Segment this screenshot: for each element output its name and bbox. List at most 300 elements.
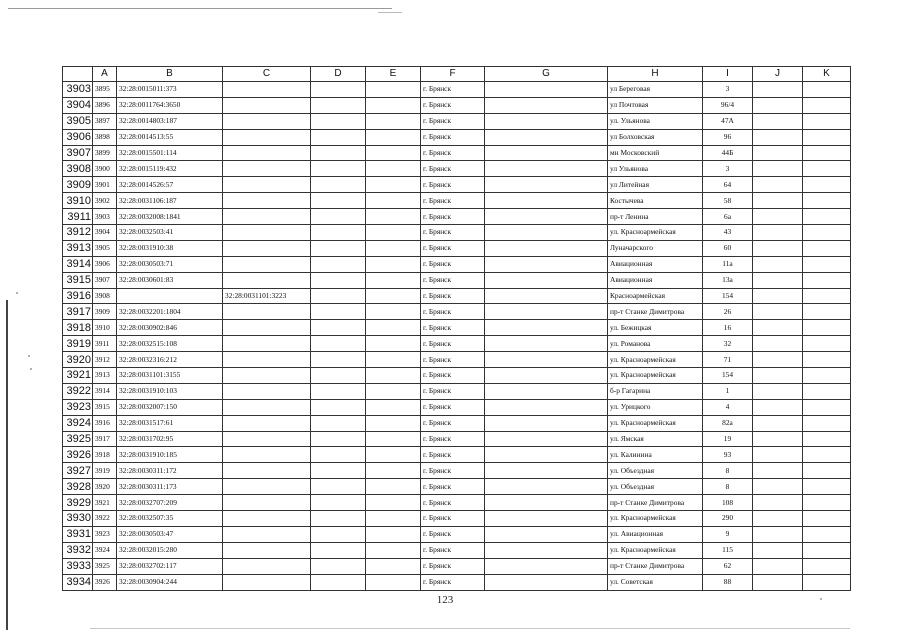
cell-g [485,511,608,527]
cell-h-street: ул. Урицкого [608,399,703,415]
spreadsheet-table [62,66,851,591]
cell-d [311,415,366,431]
cell-e [366,161,421,177]
cell-j [753,558,803,574]
cell-a: 3901 [93,177,117,193]
cell-j [753,431,803,447]
table-row [63,479,851,495]
cell-c-cadastral-number [223,336,311,352]
cell-g [485,272,608,288]
cell-g [485,304,608,320]
cell-f-city: г. Брянск [421,495,485,511]
cell-e [366,399,421,415]
cell-k [803,542,851,558]
cell-e [366,320,421,336]
cell-b-cadastral-number: 32:28:0015119:432 [117,161,223,177]
cell-b-cadastral-number: 32:28:0030503:71 [117,256,223,272]
cell-a: 3909 [93,304,117,320]
cell-d [311,383,366,399]
cell-e [366,526,421,542]
table-row [63,161,851,177]
cell-k [803,209,851,225]
cell-b-cadastral-number: 32:28:0031910:38 [117,240,223,256]
table-row [63,320,851,336]
cell-h-street: мн Московский [608,145,703,161]
cell-d [311,304,366,320]
cell-b-cadastral-number: 32:28:0032316:212 [117,352,223,368]
column-header-row [63,67,851,82]
cell-a: 3912 [93,352,117,368]
cell-f-city: г. Брянск [421,193,485,209]
cell-g [485,352,608,368]
cell-i-house-number: 154 [703,368,753,384]
row-number-cell: 3909 [63,177,93,193]
cell-j [753,447,803,463]
cell-j [753,272,803,288]
cell-e [366,447,421,463]
cell-a: 3902 [93,193,117,209]
column-header-b: B [117,67,223,82]
cell-g [485,113,608,129]
table-row [63,272,851,288]
cell-h-street: пр-т Ленина [608,209,703,225]
row-number-cell: 3911 [63,209,93,225]
cell-a: 3920 [93,479,117,495]
row-number-cell: 3916 [63,288,93,304]
cell-e [366,193,421,209]
cell-c-cadastral-number [223,415,311,431]
table-row [63,399,851,415]
cell-f-city: г. Брянск [421,415,485,431]
cell-j [753,574,803,590]
cell-g [485,129,608,145]
cell-g [485,495,608,511]
column-header-h: H [608,67,703,82]
cell-k [803,336,851,352]
cell-f-city: г. Брянск [421,463,485,479]
cell-h-street: ул. Ульянова [608,113,703,129]
cell-k [803,463,851,479]
corner-cell [63,67,93,82]
scan-top-rule [8,8,392,9]
cell-h-street: ул. Романова [608,336,703,352]
cell-b-cadastral-number: 32:28:0032515:108 [117,336,223,352]
row-number-cell: 3921 [63,368,93,384]
cell-c-cadastral-number [223,320,311,336]
cell-j [753,145,803,161]
cell-b-cadastral-number: 32:28:0032702:117 [117,558,223,574]
column-header-j: J [753,67,803,82]
column-header-c: C [223,67,311,82]
cell-h-street: ул. Ямская [608,431,703,447]
cell-h-street: Авиационная [608,256,703,272]
row-number-cell: 3905 [63,113,93,129]
cell-h-street: Красноармейская [608,288,703,304]
cell-g [485,526,608,542]
cell-d [311,82,366,98]
cell-g [485,479,608,495]
cell-e [366,463,421,479]
table-row [63,431,851,447]
row-number-cell: 3927 [63,463,93,479]
cell-j [753,463,803,479]
row-number-cell: 3932 [63,542,93,558]
cell-b-cadastral-number: 32:28:0031106:187 [117,193,223,209]
cell-f-city: г. Брянск [421,113,485,129]
cell-h-street: ул Болховская [608,129,703,145]
scan-bottom-rule [90,628,850,629]
cell-i-house-number: 62 [703,558,753,574]
cell-k [803,415,851,431]
page-number: 123 [436,594,454,606]
cell-j [753,383,803,399]
cell-e [366,288,421,304]
cell-c-cadastral-number [223,304,311,320]
cell-k [803,240,851,256]
cell-h-street: пр-т Станке Димитрова [608,558,703,574]
cell-j [753,336,803,352]
cell-c-cadastral-number [223,225,311,241]
cell-b-cadastral-number: 32:28:0032015:280 [117,542,223,558]
cell-a: 3903 [93,209,117,225]
cell-i-house-number: 6а [703,209,753,225]
cell-j [753,304,803,320]
table-row [63,145,851,161]
cell-h-street: ул. Объездная [608,479,703,495]
cell-b-cadastral-number: 32:28:0030503:47 [117,526,223,542]
cell-k [803,399,851,415]
cell-a: 3899 [93,145,117,161]
cell-a: 3926 [93,574,117,590]
cell-k [803,431,851,447]
cell-a: 3905 [93,240,117,256]
cell-d [311,193,366,209]
cell-i-house-number: 60 [703,240,753,256]
cell-h-street: ул. Красноармейская [608,225,703,241]
cell-d [311,97,366,113]
cell-g [485,240,608,256]
cell-c-cadastral-number [223,193,311,209]
cell-g [485,209,608,225]
table-row [63,368,851,384]
cell-c-cadastral-number [223,177,311,193]
scan-binding-edge [6,300,8,630]
cell-e [366,336,421,352]
cell-i-house-number: 82а [703,415,753,431]
cell-f-city: г. Брянск [421,161,485,177]
cell-c-cadastral-number [223,240,311,256]
cell-j [753,129,803,145]
cell-i-house-number: 44Б [703,145,753,161]
cell-c-cadastral-number [223,113,311,129]
table-row [63,256,851,272]
table-row [63,240,851,256]
cell-i-house-number: 96/4 [703,97,753,113]
cell-g [485,542,608,558]
cell-c-cadastral-number [223,368,311,384]
cell-f-city: г. Брянск [421,511,485,527]
cell-d [311,511,366,527]
cell-b-cadastral-number: 32:28:0032707:209 [117,495,223,511]
cell-b-cadastral-number: 32:28:0030311:172 [117,463,223,479]
cell-g [485,463,608,479]
cell-g [485,558,608,574]
cell-f-city: г. Брянск [421,542,485,558]
cell-d [311,495,366,511]
table-body [63,82,851,591]
cell-c-cadastral-number [223,463,311,479]
cell-h-street: ул. Красноармейская [608,542,703,558]
cell-b-cadastral-number: 32:28:0030601:83 [117,272,223,288]
cell-a: 3921 [93,495,117,511]
cell-b-cadastral-number: 32:28:0015011:373 [117,82,223,98]
cell-b-cadastral-number: 32:28:0032503:41 [117,225,223,241]
table-row [63,447,851,463]
cell-k [803,304,851,320]
row-number-cell: 3926 [63,447,93,463]
cell-h-street: ул. Авиационная [608,526,703,542]
cell-b-cadastral-number: 32:28:0032008:1841 [117,209,223,225]
row-number-cell: 3931 [63,526,93,542]
row-number-cell: 3918 [63,320,93,336]
cell-e [366,272,421,288]
cell-g [485,193,608,209]
cell-k [803,288,851,304]
row-number-cell: 3920 [63,352,93,368]
cell-c-cadastral-number [223,82,311,98]
cell-e [366,82,421,98]
row-number-cell: 3933 [63,558,93,574]
table-row [63,463,851,479]
scan-speck [16,292,18,294]
cell-b-cadastral-number: 32:28:0015501:114 [117,145,223,161]
cell-b-cadastral-number: 32:28:0030902:846 [117,320,223,336]
cell-c-cadastral-number [223,256,311,272]
cell-c-cadastral-number [223,574,311,590]
table-row [63,336,851,352]
cell-g [485,368,608,384]
cell-h-street: ул. Красноармейская [608,352,703,368]
cell-j [753,495,803,511]
cell-d [311,256,366,272]
cell-a: 3897 [93,113,117,129]
cell-c-cadastral-number [223,272,311,288]
cell-h-street: пр-т Станке Димитрова [608,304,703,320]
cell-h-street: ул Береговая [608,82,703,98]
cell-d [311,209,366,225]
cell-j [753,399,803,415]
cell-i-house-number: 115 [703,542,753,558]
cell-f-city: г. Брянск [421,479,485,495]
row-number-cell: 3925 [63,431,93,447]
cell-k [803,97,851,113]
cell-b-cadastral-number: 32:28:0032507:35 [117,511,223,527]
cell-i-house-number: 47А [703,113,753,129]
cell-e [366,97,421,113]
cell-e [366,415,421,431]
row-number-cell: 3910 [63,193,93,209]
cell-h-street: Костычева [608,193,703,209]
cell-f-city: г. Брянск [421,82,485,98]
cell-c-cadastral-number [223,209,311,225]
cell-f-city: г. Брянск [421,225,485,241]
cell-c-cadastral-number [223,161,311,177]
cell-h-street: ул Ульянова [608,161,703,177]
cell-h-street: б-р Гагарина [608,383,703,399]
cell-e [366,479,421,495]
cell-b-cadastral-number: 32:28:0032201:1804 [117,304,223,320]
column-header-a: A [93,67,117,82]
cell-j [753,209,803,225]
row-number-cell: 3908 [63,161,93,177]
cell-f-city: г. Брянск [421,399,485,415]
cell-a: 3919 [93,463,117,479]
cell-h-street: ул. Бежицкая [608,320,703,336]
cell-g [485,225,608,241]
cell-k [803,272,851,288]
table-row [63,558,851,574]
table-row [63,288,851,304]
cell-k [803,368,851,384]
cell-a: 3922 [93,511,117,527]
cell-k [803,320,851,336]
cell-i-house-number: 154 [703,288,753,304]
row-number-cell: 3913 [63,240,93,256]
cell-e [366,209,421,225]
table-row [63,82,851,98]
column-header-g: G [485,67,608,82]
cell-d [311,399,366,415]
cell-f-city: г. Брянск [421,129,485,145]
cell-c-cadastral-number [223,479,311,495]
cell-a: 3906 [93,256,117,272]
cell-h-street: ул Литейная [608,177,703,193]
cell-i-house-number: 64 [703,177,753,193]
cell-e [366,542,421,558]
cell-h-street: ул. Объездная [608,463,703,479]
row-number-cell: 3929 [63,495,93,511]
cell-d [311,352,366,368]
cell-i-house-number: 71 [703,352,753,368]
cell-j [753,479,803,495]
row-number-cell: 3923 [63,399,93,415]
cell-h-street: ул. Калинина [608,447,703,463]
table-row [63,526,851,542]
cell-a: 3898 [93,129,117,145]
table-row [63,511,851,527]
row-number-cell: 3906 [63,129,93,145]
cell-e [366,431,421,447]
cell-i-house-number: 1 [703,383,753,399]
cell-a: 3924 [93,542,117,558]
cell-e [366,495,421,511]
column-header-k: K [803,67,851,82]
cell-f-city: г. Брянск [421,320,485,336]
cell-j [753,193,803,209]
table-row [63,193,851,209]
cell-c-cadastral-number [223,97,311,113]
row-number-cell: 3934 [63,574,93,590]
cell-i-house-number: 32 [703,336,753,352]
cell-b-cadastral-number: 32:28:0031910:185 [117,447,223,463]
cell-k [803,225,851,241]
table-row [63,495,851,511]
cell-b-cadastral-number: 32:28:0031101:3155 [117,368,223,384]
cell-j [753,97,803,113]
row-number-cell: 3922 [63,383,93,399]
row-number-cell: 3904 [63,97,93,113]
cell-k [803,511,851,527]
cell-h-street: ул. Красноармейская [608,368,703,384]
cell-f-city: г. Брянск [421,304,485,320]
cell-h-street: ул. Советская [608,574,703,590]
cell-h-street: Луначарского [608,240,703,256]
cell-e [366,256,421,272]
scan-speck [820,598,822,600]
cell-k [803,495,851,511]
cell-f-city: г. Брянск [421,574,485,590]
cell-f-city: г. Брянск [421,431,485,447]
cell-e [366,225,421,241]
cell-c-cadastral-number [223,383,311,399]
table-row [63,129,851,145]
cell-g [485,177,608,193]
cell-d [311,240,366,256]
table-row [63,352,851,368]
cell-b-cadastral-number: 32:28:0031517:61 [117,415,223,431]
cell-d [311,113,366,129]
cell-c-cadastral-number [223,129,311,145]
cell-g [485,431,608,447]
cell-i-house-number: 96 [703,129,753,145]
cell-d [311,368,366,384]
cell-d [311,447,366,463]
cell-i-house-number: 13а [703,272,753,288]
cell-a: 3895 [93,82,117,98]
cell-j [753,526,803,542]
cell-e [366,352,421,368]
cell-a: 3915 [93,399,117,415]
cell-c-cadastral-number [223,495,311,511]
row-number-cell: 3903 [63,82,93,98]
cell-i-house-number: 290 [703,511,753,527]
cell-g [485,97,608,113]
cell-g [485,415,608,431]
cell-d [311,272,366,288]
cell-i-house-number: 88 [703,574,753,590]
cell-k [803,193,851,209]
cell-j [753,511,803,527]
cell-a: 3913 [93,368,117,384]
cell-k [803,161,851,177]
cell-k [803,177,851,193]
cell-k [803,447,851,463]
cell-j [753,240,803,256]
cell-k [803,383,851,399]
table-row [63,225,851,241]
cell-b-cadastral-number: 32:28:0014803:187 [117,113,223,129]
table-row [63,542,851,558]
cell-i-house-number: 16 [703,320,753,336]
cell-g [485,256,608,272]
table-row [63,415,851,431]
cell-e [366,177,421,193]
cell-f-city: г. Брянск [421,383,485,399]
cell-b-cadastral-number: 32:28:0031910:103 [117,383,223,399]
cell-i-house-number: 4 [703,399,753,415]
cell-h-street: Авиационная [608,272,703,288]
cell-j [753,82,803,98]
